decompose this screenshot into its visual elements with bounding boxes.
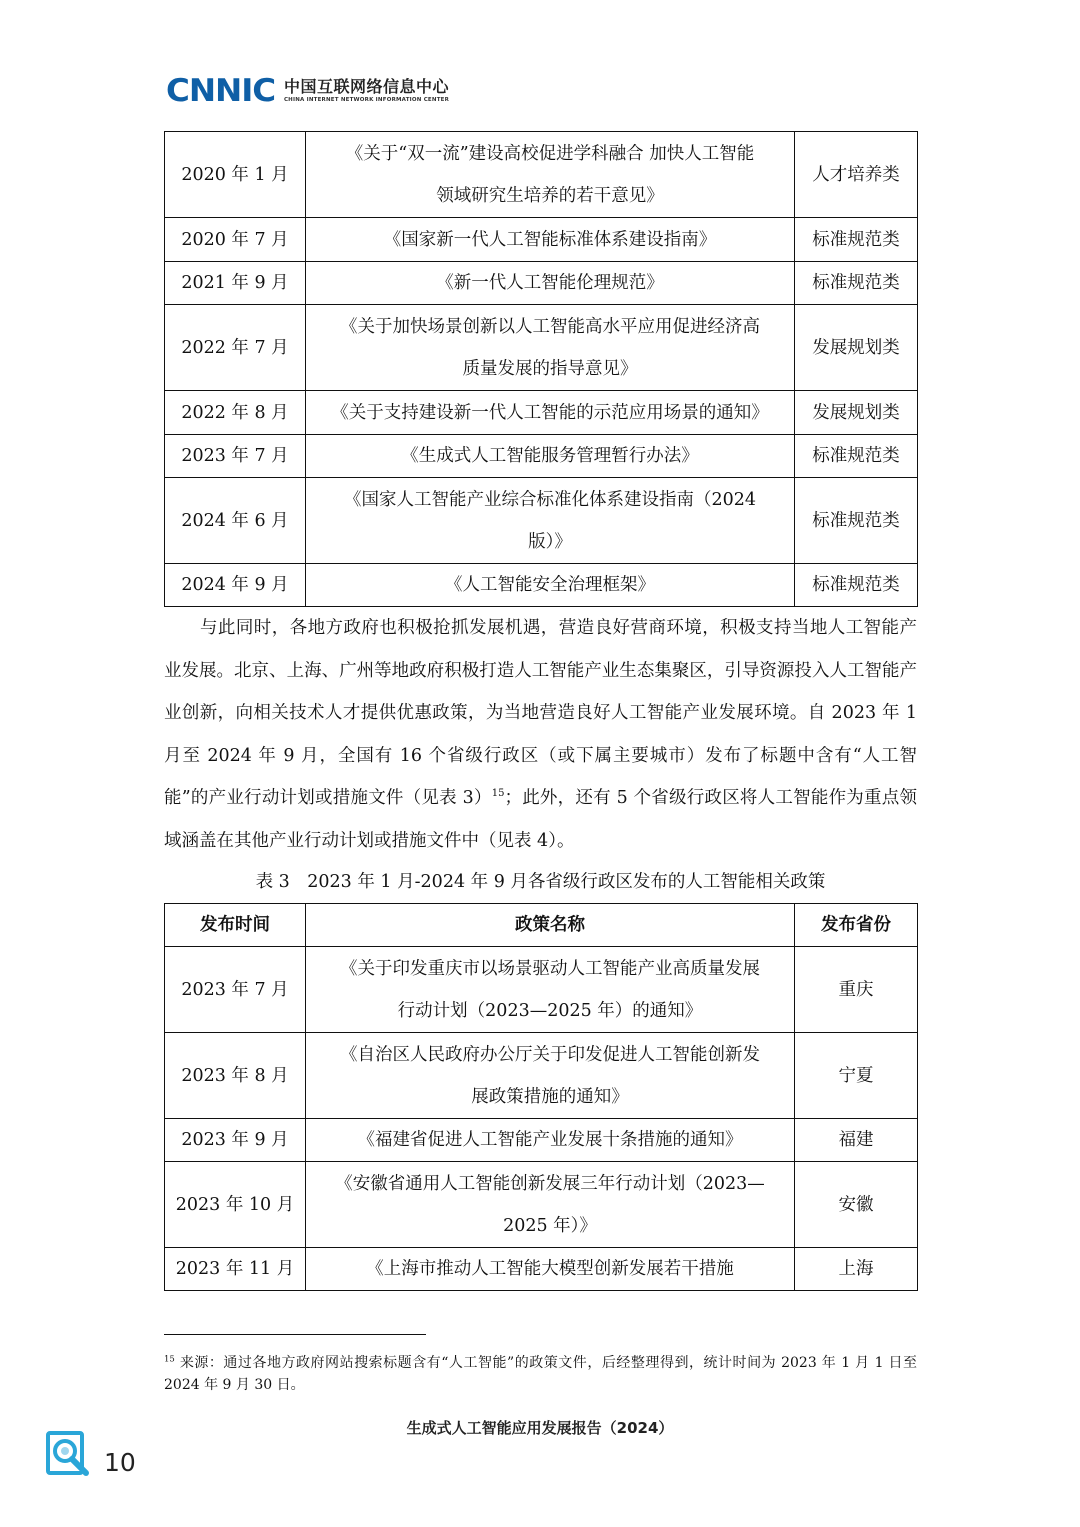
table-row <box>165 305 918 391</box>
logo-org-cn: 中国互联网络信息中心 <box>283 77 449 96</box>
table-row <box>165 947 918 1033</box>
table-header-row <box>165 904 918 947</box>
date-cell: 2023 年 7 月 <box>165 435 306 478</box>
national-policy-table <box>164 131 918 607</box>
date-cell: 2024 年 6 月 <box>165 478 306 564</box>
logo-text <box>284 78 449 104</box>
provincial-policy-table <box>164 903 918 1291</box>
province-cell: 上海 <box>795 1248 918 1291</box>
province-cell: 安徽 <box>795 1162 918 1248</box>
policy-name-cell: 《关于支持建设新一代人工智能的示范应用场景的通知》 <box>306 391 795 435</box>
policy-name-cell: 《关于印发重庆市以场景驱动人工智能产业高质量发展 行动计划（2023—2025 年）的通知》 <box>306 947 795 1033</box>
page-number: 10 <box>104 1448 136 1477</box>
magnifier-report-icon <box>46 1429 90 1477</box>
category-cell: 人才培养类 <box>795 132 918 218</box>
table-caption: 表 3 2023 年 1 月-2024 年 9 月各省级行政区发布的人工智能相关政策 <box>255 872 826 892</box>
date-cell: 2023 年 9 月 <box>165 1119 306 1162</box>
date-cell: 2022 年 8 月 <box>165 391 306 435</box>
table-row <box>165 132 918 218</box>
category-cell: 标准规范类 <box>795 218 918 262</box>
policy-name-cell: 《新一代人工智能伦理规范》 <box>306 262 795 305</box>
policy-name-cell: 《国家新一代人工智能标准体系建设指南》 <box>306 218 795 262</box>
policy-name-cell: 《关于“双一流”建设高校促进学科融合 加快人工智能 领域研究生培养的若干意见》 <box>306 132 795 218</box>
date-cell: 2021 年 9 月 <box>165 262 306 305</box>
policy-name-cell: 《安徽省通用人工智能创新发展三年行动计划（2023— 2025 年）》 <box>306 1162 795 1248</box>
table-row <box>165 1119 918 1162</box>
date-cell: 2023 年 7 月 <box>165 947 306 1033</box>
policy-name-cell: 《上海市推动人工智能大模型创新发展若干措施 <box>306 1248 795 1291</box>
body-paragraph: 与此同时，各地方政府也积极抢抓发展机遇，营造良好营商环境，积极支持当地人工智能产业发展。北京、上海、广州等地政府积极打造人工智能产业生态集聚区，引导资源投入人工智能产业创新，向相关技术人才提供优惠政策，为当地营造良好人工智能产业发展环境。自 2023 年 1 月至 2024 年 9 月，全国有 16 个省级行政区（或下属主要城市）发布了标题中含有“人工智能”的产业行动计划或措施文件（见表 3）$^{15}$；此外，还有 5 个省级行政区将人工智能作为重点领域涵盖在其他产业行动计划或措施文件中（见表 4）。 <box>164 618 917 851</box>
policy-name-cell: 《福建省促进人工智能产业发展十条措施的通知》 <box>306 1119 795 1162</box>
footnote-ref: 15 <box>491 788 505 800</box>
policy-name-cell: 《关于加快场景创新以人工智能高水平应用促进经济高 质量发展的指导意见》 <box>306 305 795 391</box>
report-title: 生成式人工智能应用发展报告（2024） <box>406 1419 674 1437</box>
date-cell: 2023 年 11 月 <box>165 1248 306 1291</box>
date-cell: 2022 年 7 月 <box>165 305 306 391</box>
date-cell: 2020 年 1 月 <box>165 132 306 218</box>
table-row <box>165 564 918 607</box>
category-cell: 标准规范类 <box>795 564 918 607</box>
policy-name-cell: 《自治区人民政府办公厅关于印发促进人工智能创新发 展政策措施的通知》 <box>306 1033 795 1119</box>
cnnic-logo <box>166 73 450 109</box>
table-row <box>165 435 918 478</box>
category-cell: 标准规范类 <box>795 262 918 305</box>
province-cell: 宁夏 <box>795 1033 918 1119</box>
logo-mark: CNNIC <box>166 73 276 109</box>
province-cell: 重庆 <box>795 947 918 1033</box>
date-cell: 2023 年 10 月 <box>165 1162 306 1248</box>
table-row <box>165 262 918 305</box>
logo-org-en: CHINA INTERNET NETWORK INFORMATION CENTER <box>283 97 450 103</box>
date-cell: 2023 年 8 月 <box>165 1033 306 1119</box>
column-header-province: 发布省份 <box>795 904 918 947</box>
table-row <box>165 1033 918 1119</box>
category-cell: 发展规划类 <box>795 391 918 435</box>
table-row <box>165 391 918 435</box>
footnote-divider <box>164 1334 426 1335</box>
table-row <box>165 1162 918 1248</box>
table-row <box>165 1248 918 1291</box>
category-cell: 发展规划类 <box>795 305 918 391</box>
province-cell: 福建 <box>795 1119 918 1162</box>
table-row <box>165 218 918 262</box>
policy-name-cell: 《国家人工智能产业综合标准化体系建设指南（2024 版）》 <box>306 478 795 564</box>
date-cell: 2020 年 7 月 <box>165 218 306 262</box>
table-row <box>165 478 918 564</box>
category-cell: 标准规范类 <box>795 435 918 478</box>
policy-name-cell: 《人工智能安全治理框架》 <box>306 564 795 607</box>
category-cell: 标准规范类 <box>795 478 918 564</box>
column-header-date: 发布时间 <box>165 904 306 947</box>
date-cell: 2024 年 9 月 <box>165 564 306 607</box>
footnote-number: 15 <box>164 1354 175 1365</box>
footnote-text: 来源：通过各地方政府网站搜索标题含有“人工智能”的政策文件，后经整理得到，统计时间为 2023 年 1 月 1 日至 2024 年 9 月 30 日。 <box>164 1355 917 1393</box>
column-header-policy: 政策名称 <box>306 904 795 947</box>
policy-name-cell: 《生成式人工智能服务管理暂行办法》 <box>306 435 795 478</box>
footnote <box>164 1352 917 1396</box>
